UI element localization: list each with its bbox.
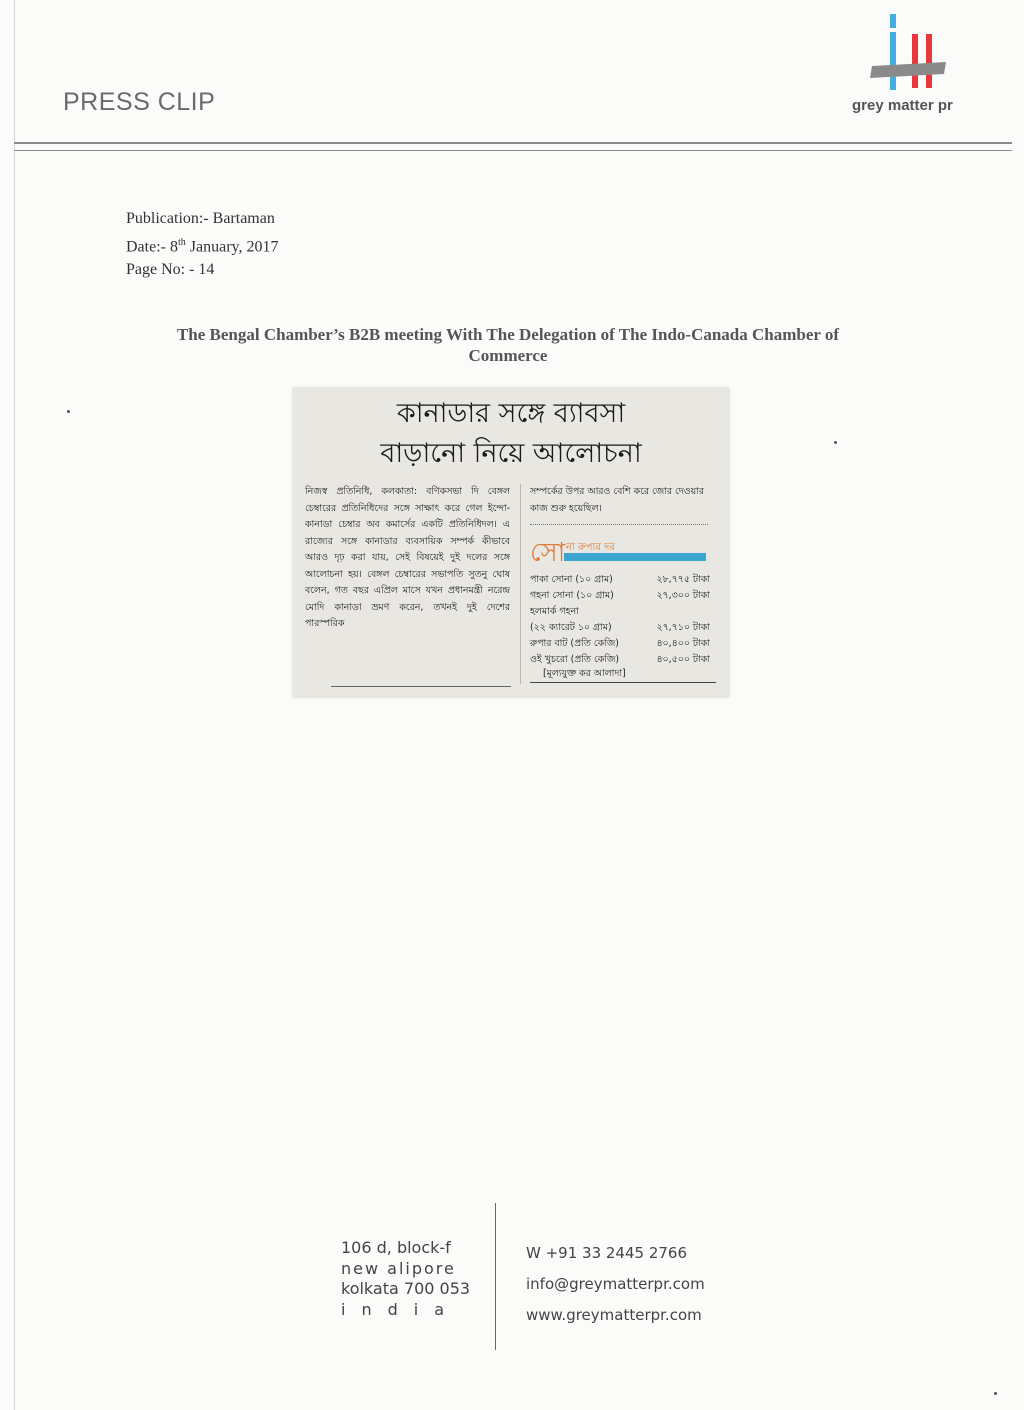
rate-price: ২৭,৩০০ টাকা <box>656 590 710 601</box>
header-rule-thick <box>14 142 1012 144</box>
rate-item: ওই খুচরো (প্রতি কেজি) <box>530 654 620 665</box>
headline-line-2: Commerce <box>468 346 548 365</box>
footer-divider <box>495 1203 496 1350</box>
footer-address <box>341 1238 470 1320</box>
date-line <box>126 231 278 259</box>
gold-rate-heading <box>530 536 710 566</box>
rate-row <box>530 620 710 636</box>
logo-text: grey matter pr <box>852 97 953 114</box>
gold-rate-table <box>530 572 710 668</box>
publication-line: Publication:- Bartaman <box>126 210 275 227</box>
note-underline <box>530 682 716 683</box>
rate-row <box>530 588 710 604</box>
clipping-title-line-1: কানাডার সঙ্গে ব্যাবসা <box>396 398 626 429</box>
dotted-separator <box>530 524 708 525</box>
column-divider <box>520 484 521 684</box>
footer-website[interactable]: www.greymatterpr.com <box>526 1306 702 1324</box>
gold-heading-big: সো <box>530 538 566 568</box>
rate-row <box>530 572 710 588</box>
rate-price: ২৮,৭৭৫ টাকা <box>656 574 710 585</box>
logo-red-bar-bottom-left <box>912 78 918 88</box>
date-prefix: Date:- 8 <box>126 237 178 255</box>
rate-item: গহনা সোনা (১০ গ্রাম) <box>530 590 614 601</box>
clipping-body-right: সম্পর্কের উপর আরও বেশি করে জোর দেওয়ার কাজ শুরু হয়েছিল। <box>530 486 705 514</box>
address-line-4: india <box>341 1299 460 1319</box>
address-line-2: new alipore <box>341 1258 456 1278</box>
header-rule-thin <box>14 150 1012 151</box>
address-line-3: kolkata 700 053 <box>341 1279 471 1298</box>
page-no-line: Page No: - 14 <box>126 261 215 279</box>
rate-item: পাকা সোনা (১০ গ্রাম) <box>530 574 613 585</box>
logo-blue-bar-bottom <box>890 78 896 90</box>
footer-email[interactable]: info@greymatterpr.com <box>526 1275 705 1293</box>
speck <box>994 1392 997 1395</box>
rate-price: ৪০,৪০০ টাকা <box>656 638 710 649</box>
logo-red-bar-bottom-right <box>926 78 932 88</box>
logo-grey-band <box>870 62 946 78</box>
rate-price: ২৭,৭১০ টাকা <box>656 622 710 633</box>
gold-heading-small: না রুপার দর <box>566 542 615 553</box>
speck <box>834 441 837 444</box>
rate-row <box>530 604 710 620</box>
rate-row <box>530 636 710 652</box>
clip-headline <box>150 324 866 366</box>
newspaper-clipping <box>293 388 729 697</box>
publication-meta <box>126 207 278 282</box>
clipping-title-line-2: বাড়ানো নিয়ে আলোচনা <box>380 438 642 469</box>
press-clip-label: PRESS CLIP <box>63 88 216 116</box>
headline-line-1: The Bengal Chamber’s B2B meeting With The Delegation of The Indo-Canada Chamber of <box>176 325 840 344</box>
clipping-bottom-line <box>331 686 511 687</box>
date-suffix: January, 2017 <box>185 237 279 255</box>
date-sup: th <box>177 236 186 248</box>
rate-item: হলমার্ক গহনা <box>530 606 579 617</box>
footer-contact <box>526 1238 705 1331</box>
clipping-body-left: নিজস্ব প্রতিনিধি, কলকাতা: বণিকসভা দি বেঙ্গল চেম্বারের প্রতিনিধিদের সঙ্গে সাক্ষাৎ করে গেল ইন্দো-কানাডা চেম্বার অব কমার্সের একটি প্রতিনিধিদল। এ রাজ্যের সঙ্গে কানাডার ব্যবসায়িক সম্পর্ক কীভাবে আরও দৃঢ় করা যায়, সেই বিষয়েই দুই দলের সঙ্গে আলোচনা হয়। বেঙ্গল চেম্বারের সভাপতি সুতনু ঘোষ বলেন, গত বছর এপ্রিল মাসে যখন প্রধানমন্ত্রী নরেন্দ্র মোদি কানাডা ভ্রমণ করেন, তখনই দুই দেশের পারস্পরিক <box>305 486 510 629</box>
logo-blue-bar-top <box>890 14 896 28</box>
clipping-title <box>293 394 729 474</box>
speck <box>67 410 70 413</box>
tax-note: [মূল্যযুক্ত কর আলাদা] <box>543 668 626 679</box>
rate-item: রুপার বাট (প্রতি কেজি) <box>530 638 619 649</box>
rate-price: ৪০,৫০০ টাকা <box>656 654 710 665</box>
address-line-1: 106 d, block-f <box>341 1238 451 1257</box>
footer-phone: W +91 33 2445 2766 <box>526 1244 687 1262</box>
rate-item: (২২ ক্যারেট ১০ গ্রাম) <box>530 622 612 633</box>
